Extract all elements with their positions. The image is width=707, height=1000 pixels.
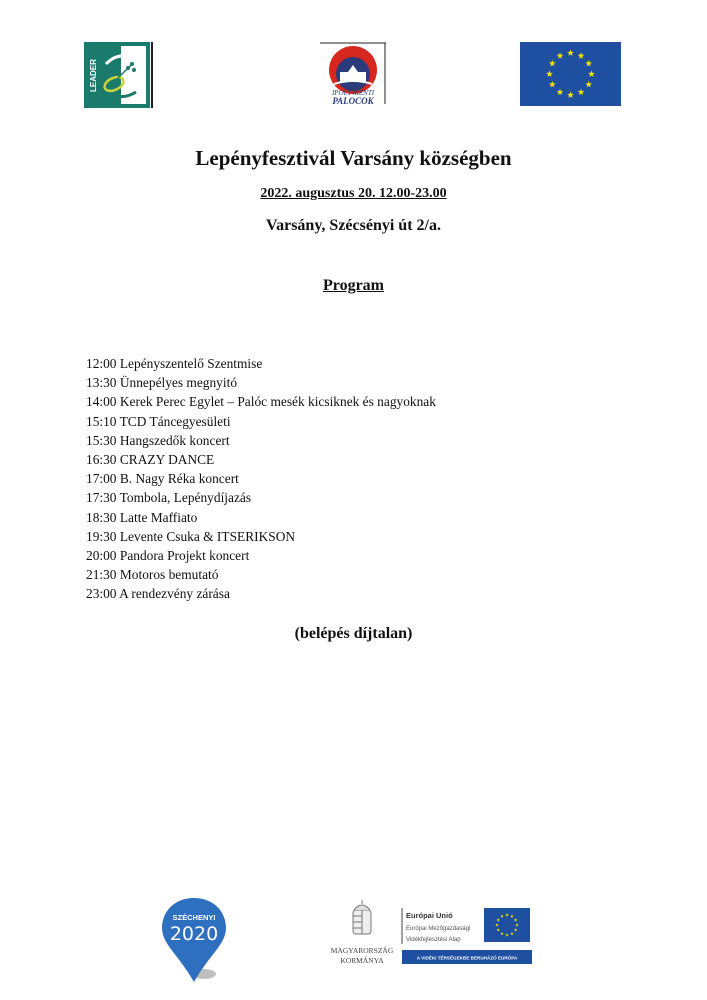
schedule-event: Tombola, Lepénydíjazás <box>119 490 252 506</box>
schedule-time: 20:00 <box>86 547 117 563</box>
schedule-time: 18:30 <box>86 509 117 525</box>
schedule-item <box>86 469 436 488</box>
schedule-time: 16:30 <box>86 451 117 467</box>
eu-fund-logo <box>398 906 538 968</box>
schedule-event: Pandora Projekt koncert <box>119 547 250 563</box>
eu-flag-icon <box>520 42 621 106</box>
eu-star-icon <box>567 49 574 56</box>
eu-star-icon <box>557 89 564 96</box>
hu-gov-line1: MAGYARORSZÁG <box>330 946 394 955</box>
schedule-item <box>86 488 436 507</box>
palocok-line2: PALOCOK <box>332 96 374 106</box>
eu-star-icon <box>585 60 592 67</box>
schedule-time: 19:30 <box>86 528 117 544</box>
schedule-item <box>86 584 436 603</box>
free-entry-note: (belépés díjtalan) <box>294 625 413 642</box>
schedule-time: 17:00 <box>86 471 117 487</box>
eu-star-icon <box>567 91 574 98</box>
schedule-time: 13:30 <box>86 375 117 391</box>
eu-star-icon <box>588 70 595 77</box>
schedule-event: Hangszedők koncert <box>119 432 230 448</box>
schedule-item <box>86 373 436 392</box>
eu-fund-line1: Európai Mezőgazdasági <box>406 926 471 932</box>
schedule-event: Latte Maffiato <box>119 509 198 525</box>
event-date: 2022. augusztus 20. 12.00-23.00 <box>260 186 447 201</box>
schedule-item <box>86 546 436 565</box>
program-schedule <box>86 354 436 603</box>
hu-gov-line2: KORMÁNYA <box>340 956 384 965</box>
schedule-event: A rendezvény zárása <box>119 586 230 602</box>
schedule-event: Lepényszentelő Szentmise <box>119 356 263 371</box>
eu-star-icon <box>546 70 553 77</box>
eu-star-icon <box>578 52 585 59</box>
eu-star-icon <box>585 81 592 88</box>
schedule-time: 14:00 <box>86 394 117 410</box>
leader-text: LEADER <box>89 59 98 92</box>
eu-star-icon <box>549 81 556 88</box>
schedule-event: Ünnepélyes megnyitó <box>119 375 238 391</box>
schedule-item <box>86 527 436 546</box>
schedule-item <box>86 431 436 450</box>
program-heading: Program <box>322 277 384 294</box>
szechenyi-line1: SZÉCHENYI <box>172 913 216 922</box>
eu-fund-title: Európai Unió <box>406 911 453 920</box>
szechenyi-2020-logo <box>160 896 228 984</box>
eu-fund-line2: Vidékfejlesztési Alap <box>406 937 461 943</box>
schedule-item <box>86 565 436 584</box>
palocok-logo <box>318 42 388 108</box>
hungarian-government-logo <box>322 900 402 972</box>
schedule-event: TCD Táncegyesületi <box>119 413 231 429</box>
schedule-item <box>86 354 436 373</box>
szechenyi-line2: 2020 <box>169 923 219 945</box>
schedule-item <box>86 412 436 431</box>
schedule-time: 12:00 <box>86 356 117 371</box>
eu-star-icon <box>557 52 564 59</box>
event-address: Varsány, Szécsényi út 2/a. <box>266 217 441 234</box>
schedule-event: Motoros bemutató <box>119 567 219 583</box>
eu-star-icon <box>578 89 585 96</box>
schedule-event: Kerek Perec Egylet – Palóc mesék kicsiknek és nagyoknak <box>119 394 436 410</box>
eu-banner-text: A VIDÉKI TÉRSÉGEKBE BERUHÁZÓ EURÓPA <box>416 955 518 961</box>
schedule-event: CRAZY DANCE <box>119 451 215 467</box>
page-title: Lepényfesztivál Varsány községben <box>195 146 512 170</box>
palocok-line1: IPOLY-MENTI <box>331 89 375 97</box>
coat-of-arms-icon <box>353 900 371 934</box>
schedule-event: B. Nagy Réka koncert <box>119 471 239 487</box>
schedule-time: 15:30 <box>86 432 117 448</box>
eu-flag-small-icon <box>484 908 530 942</box>
schedule-item <box>86 508 436 527</box>
schedule-time: 23:00 <box>86 586 117 602</box>
schedule-item <box>86 392 436 411</box>
schedule-item <box>86 450 436 469</box>
eu-star-icon <box>549 60 556 67</box>
schedule-time: 15:10 <box>86 413 117 429</box>
schedule-time: 17:30 <box>86 490 117 506</box>
leader-logo <box>84 42 154 108</box>
schedule-time: 21:30 <box>86 567 117 583</box>
schedule-event: Levente Csuka & ITSERIKSON <box>119 528 296 544</box>
